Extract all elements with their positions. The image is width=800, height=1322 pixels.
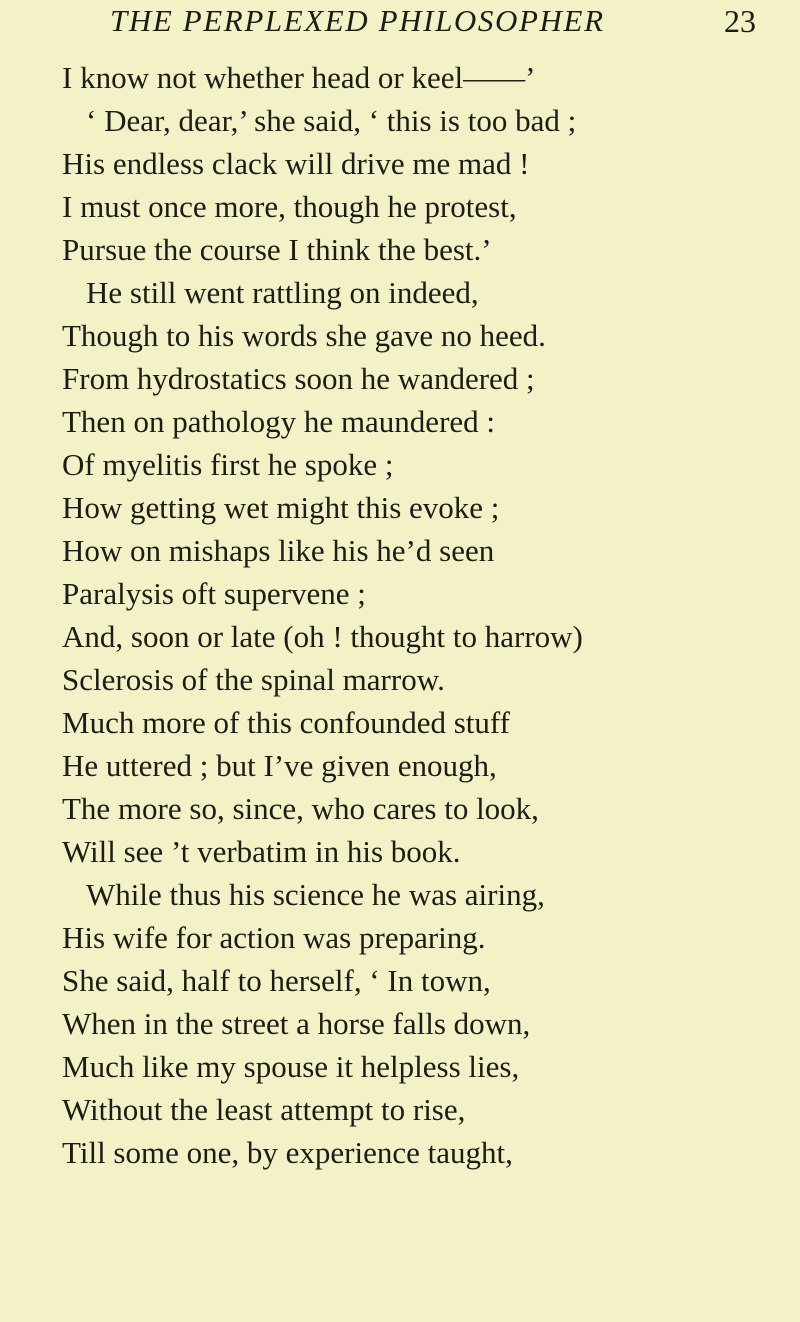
- poem-line: Of myelitis first he spoke ;: [62, 447, 394, 482]
- poem-line: When in the street a horse falls down,: [62, 1006, 531, 1041]
- poem-line: I must once more, though he protest,: [62, 189, 517, 224]
- poem-line: He still went rattling on indeed,: [86, 275, 479, 310]
- poem-line: Then on pathology he maundered :: [62, 404, 496, 439]
- page-number: 23: [724, 3, 756, 39]
- poem-line: He uttered ; but I’ve given enough,: [62, 748, 497, 783]
- poem-line: Much more of this confounded stuff: [62, 705, 510, 740]
- poem-line: While thus his science he was airing,: [86, 877, 545, 912]
- running-head-title: THE PERPLEXED PHILOSOPHER: [110, 3, 605, 38]
- poem-line: Much like my spouse it helpless lies,: [62, 1049, 520, 1084]
- poem-line: ‘ Dear, dear,’ she said, ‘ this is too bad ;: [86, 103, 577, 138]
- poem-line: How getting wet might this evoke ;: [62, 490, 500, 525]
- poem-line: Paralysis oft supervene ;: [62, 576, 366, 611]
- poem-line: Sclerosis of the spinal marrow.: [62, 662, 445, 697]
- poem-line: She said, half to herself, ‘ In town,: [62, 963, 491, 998]
- poem-line: Though to his words she gave no heed.: [62, 318, 546, 353]
- poem-line: His wife for action was preparing.: [62, 920, 486, 955]
- poem-line: Till some one, by experience taught,: [62, 1135, 513, 1170]
- poem-line: I know not whether head or keel——’: [62, 60, 536, 95]
- poem-line: From hydrostatics soon he wandered ;: [62, 361, 535, 396]
- poem-line: The more so, since, who cares to look,: [62, 791, 539, 826]
- poem-line: How on mishaps like his he’d seen: [62, 533, 495, 568]
- poem-line: And, soon or late (oh ! thought to harrow): [62, 619, 583, 654]
- poem-line: Pursue the course I think the best.’: [62, 232, 492, 267]
- poem-line: Without the least attempt to rise,: [62, 1092, 466, 1127]
- poem-line: Will see ’t verbatim in his book.: [62, 834, 461, 869]
- poem-line: His endless clack will drive me mad !: [62, 146, 530, 181]
